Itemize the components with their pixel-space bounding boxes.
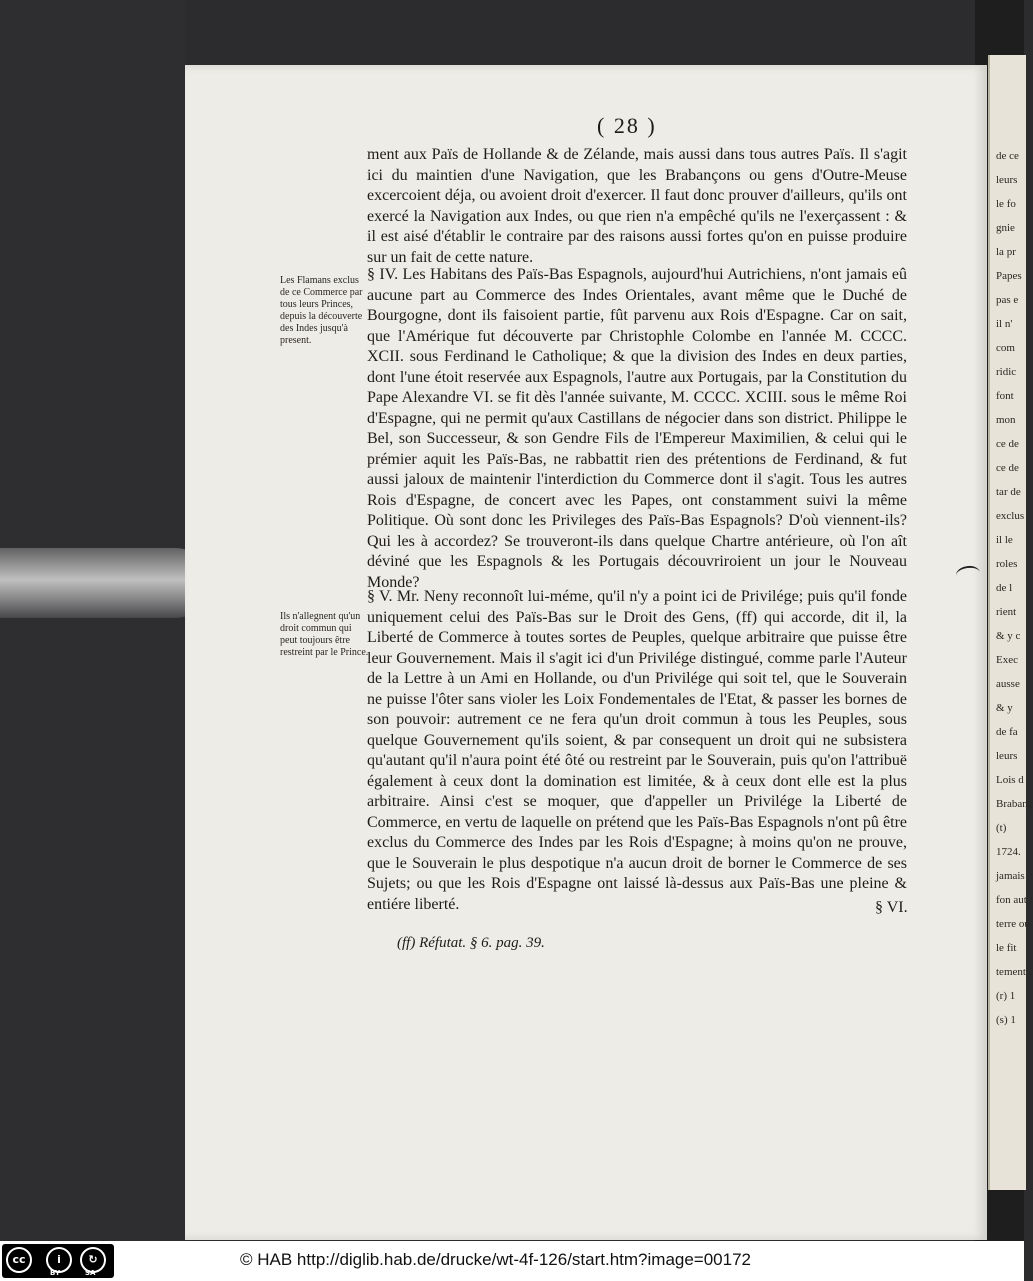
paragraph-section-5: § V. Mr. Neny reconnoît lui-méme, qu'il n'y a point ici de Privilége; puis qu'il fonde uniquement celui des Païs-Bas sur le Droit des Gens, (ff) qui accorde, dit il, la Liberté de Commerce à toutes sortes de Peuples, quelque arbitraire que puisse être leur Gouvernement. Mais il s'agit ici d'un Privilége distingué, comme parle l'Auteur de la Lettre à un Ami en Hollande, ou d'un Privilége qui soit tel, que le Souverain ne puisse l'ôter sans violer les Loix Fondementales de l'Etat, & passer les bornes de son pouvoir: autrement ce ne fera qu'un droit commun à tous les Peuples, sous quelque Gouvernement qu'ils soient, & par consequent un droit qui ne subsistera qu'autant qu'il n'aura point été ôté ou restreint par le Souverain, puis qu'on l'attribuë également à ceux dont la domination est limitée, & à ceux dont elle est la plus arbitraire. Ainsi c'est se moquer, que d'appeller un Privilége la Liberté de Commerce, en vertu de laquelle on prétend que les Païs-Bas Espagnols n'ont pû être exclus du Commerce des Indes par les Rois d'Espagne; à moins qu'on ne prouve, que le Souverain le plus despotique n'a aucun droit de borner le Commerce de ses Sujets; ou que les Rois d'Espagne ont laissé là-dessus aux Païs-Bas une pleine & entiére liberté. (367, 588, 907, 913)
adjacent-page-fragment: ce de (996, 462, 1019, 474)
sidenote-2: Ils n'allegnent qu'un droit commun qui peut toujours être restreint par le Prince. (280, 611, 369, 658)
adjacent-page-fragment: roles (996, 558, 1018, 570)
adjacent-page-fragment: il le (996, 534, 1013, 546)
adjacent-page-fragment: terre ou (996, 918, 1030, 930)
adjacent-page-fragment: gnie (996, 222, 1015, 234)
adjacent-page-fragment: (s) 1 (996, 1014, 1016, 1026)
cc-icon: cc (6, 1247, 32, 1273)
adjacent-page-fragment: la pr (996, 246, 1016, 258)
adjacent-page-fragment: rient (996, 606, 1017, 618)
share-alike-icon: ↻ (80, 1247, 106, 1273)
footer-bar (0, 1241, 1024, 1281)
adjacent-page-fragment: Brabanç (996, 798, 1033, 810)
attribution-icon: i (46, 1247, 72, 1273)
adjacent-page-fragment: pas e (996, 294, 1019, 306)
adjacent-page-fragment: 1724. (996, 846, 1021, 858)
adjacent-page (988, 55, 1033, 1190)
adjacent-page-fragment: (t) (996, 822, 1007, 834)
adjacent-page-fragment: jamais (996, 870, 1025, 882)
adjacent-page-fragment: (r) 1 (996, 990, 1016, 1002)
footnote: (ff) Réfutat. § 6. pag. 39. (397, 935, 545, 951)
copyright-link[interactable]: © HAB http://diglib.hab.de/drucke/wt-4f-126/start.htm?image=00172 (240, 1250, 752, 1269)
adjacent-page-fragment: exclus (996, 510, 1025, 522)
adjacent-page-fragment: Lois d (996, 774, 1024, 786)
adjacent-page-fragment: de fa (996, 726, 1018, 738)
adjacent-page-fragment: fon aut (996, 894, 1027, 906)
adjacent-page-fragment: Exec (996, 654, 1018, 666)
adjacent-page-fragment: de ce (996, 150, 1019, 162)
adjacent-page-fragment: leurs (996, 174, 1018, 186)
left-backdrop (0, 0, 185, 1241)
adjacent-page-fragment: ausse (996, 678, 1020, 690)
cc-license-badge[interactable] (2, 1244, 114, 1278)
book-page (185, 65, 987, 1240)
adjacent-page-fragment: Papes (996, 270, 1022, 282)
by-label: BY (50, 1269, 61, 1277)
adjacent-page-fragment: ce de (996, 438, 1019, 450)
sa-label: SA (85, 1269, 96, 1277)
adjacent-page-fragment: le fit (996, 942, 1017, 954)
adjacent-page-fragment: il n' (996, 318, 1013, 330)
adjacent-page-fragment: & y c (996, 630, 1021, 642)
paragraph-intro: ment aux Païs de Hollande & de Zélande, mais aussi dans tous autres Païs. Il s'agit ici du maintien d'une Navigation, que les Brabançons ou gens d'Outre-Meuse excercoient déja, ou avoient droit d'exercer. Il faut donc prouver d'ailleurs, qu'ils ont exercé la Navigation aux Indes, ou que rien n'a empêché qu'ils ne l'exerçassent : & il est aisé d'établir le contraire par des raisons aussi fortes qu'on en puisse produire sur un fait de cette nature. (367, 146, 907, 266)
adjacent-page-fragment: mon (996, 414, 1016, 426)
adjacent-page-fragment: de l (996, 582, 1013, 594)
book-fold-highlight (0, 548, 210, 618)
adjacent-page-fragment: com (996, 342, 1015, 354)
sidenote-1: Les Flamans exclus de ce Commerce par tous leurs Princes, depuis la découverte des Indes jusqu'à present. (280, 275, 363, 346)
adjacent-page-fragment: le fo (996, 198, 1016, 210)
adjacent-page-fragment: font (996, 390, 1014, 402)
adjacent-page-fragment: leurs (996, 750, 1018, 762)
adjacent-page-fragment: tement (996, 966, 1026, 978)
page-number: ( 28 ) (597, 113, 657, 138)
adjacent-page-fragment: ridic (996, 366, 1017, 378)
adjacent-page-fragment: tar de (996, 486, 1021, 498)
paragraph-section-4: § IV. Les Habitans des Païs-Bas Espagnols, aujourd'hui Autrichiens, n'ont jamais eû aucune part au Commerce des Indes Orientales, avant même que le Duché de Bourgogne, dont ils faisoient partie, fût parvenu aux Rois d'Espagne. Car on sait, que l'Amérique fut découverte par Christophle Colombe en l'année M. CCCC. XCII. sous Ferdinand le Catholique; & que la division des Indes en deux parties, dont l'une étoit reservée aux Espagnols, l'autre aux Portugais, par la Constitution du Pape Alexandre VI. se fit dès l'année suivante, M. CCCC. XCIII. sous le même Roi d'Espagne, qui ne permit qu'aux Castillans de négocier dans son district. Philippe le Bel, son Successeur, & son Gendre Fils de l'Empereur Maximilien, & celui qui le prémier aquit les Païs-Bas, ne rabbattit rien des prétentions de Ferdinand, & fut aussi jaloux de maintenir l'interdiction du Commerce dont il s'agit. Tous les autres Rois d'Espagne, de concert avec les Papes, ont constamment suivi la même Politique. Où sont donc les Privileges des Païs-Bas Espagnols? D'où viennent-ils? Qui les à accordez? Se trouveront-ils dans quelque Chartre antérieure, où l'on aît déviné que les Espagnols & les Portugais découvriroient un jour le Nouveau Monde? (367, 266, 907, 591)
catchword: § VI. (875, 899, 908, 916)
adjacent-page-fragment: & y (996, 702, 1013, 714)
